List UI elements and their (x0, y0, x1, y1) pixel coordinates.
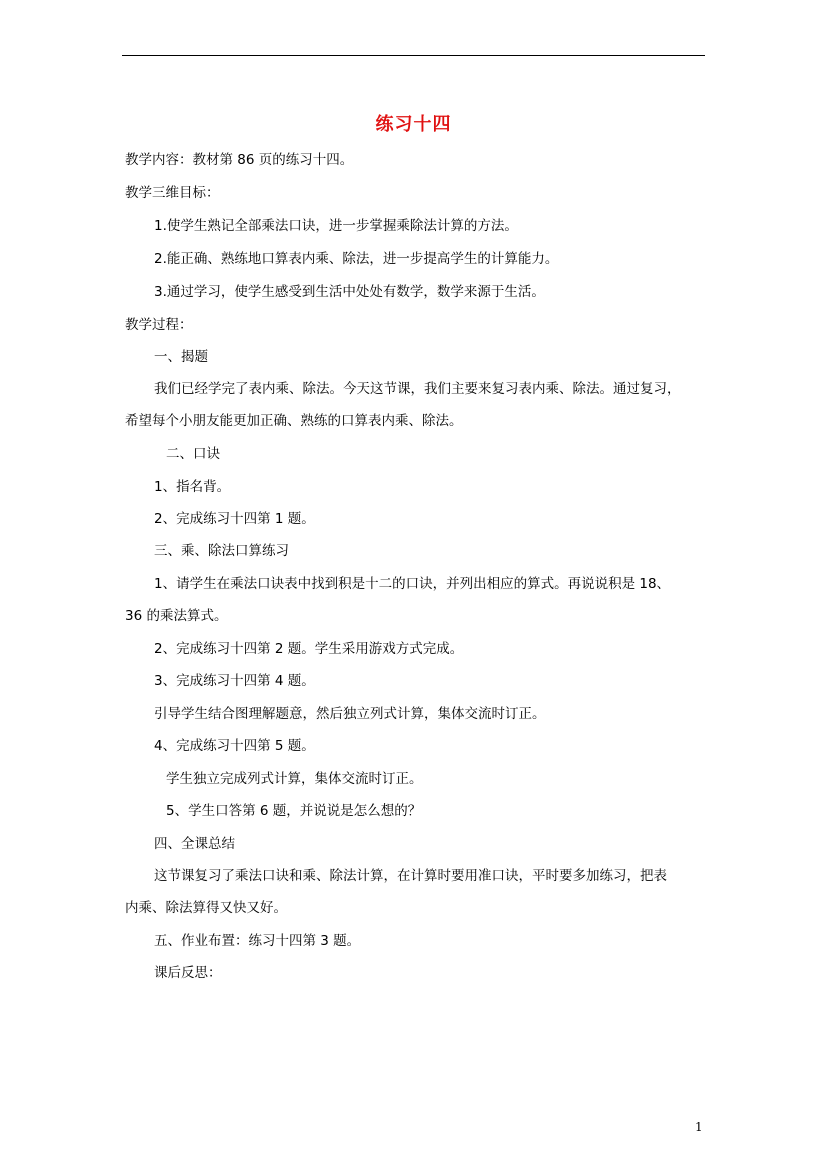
section-3-item-3: 3、完成练习十四第 4 题。 (154, 673, 315, 689)
section-4-paragraph-line-1: 这节课复习了乘法口诀和乘、除法计算，在计算时要用准口诀，平时要多加练习，把表 (154, 868, 667, 884)
section-3-item-2: 2、完成练习十四第 2 题。学生采用游戏方式完成。 (154, 641, 464, 657)
section-3-item-4-note: 学生独立完成列式计算，集体交流时订正。 (166, 771, 423, 787)
header-rule (122, 55, 705, 56)
section-3-item-4: 4、完成练习十四第 5 题。 (154, 738, 315, 754)
section-2-item-1: 1、指名背。 (154, 479, 231, 495)
reflection-label: 课后反思： (154, 965, 222, 981)
section-3-item-5: 5、学生口答第 6 题，并说说是怎么想的？ (166, 803, 422, 819)
objectives-heading: 教学三维目标： (125, 185, 220, 201)
section-4-heading: 四、全课总结 (154, 836, 235, 852)
objective-1: 1.使学生熟记全部乘法口诀，进一步掌握乘除法计算的方法。 (154, 218, 518, 234)
section-3-item-1-line-2: 36 的乘法算式。 (125, 608, 228, 624)
document-title: 练习十四 (375, 114, 452, 135)
section-5-homework: 五、作业布置：练习十四第 3 题。 (154, 933, 361, 949)
section-1-paragraph-line-1: 我们已经学完了表内乘、除法。今天这节课，我们主要来复习表内乘、除法。通过复习， (154, 381, 681, 397)
section-4-paragraph-line-2: 内乘、除法算得又快又好。 (125, 900, 287, 916)
objective-2: 2.能正确、熟练地口算表内乘、除法，进一步提高学生的计算能力。 (154, 251, 559, 267)
section-3-item-3-note: 引导学生结合图理解题意，然后独立列式计算，集体交流时订正。 (154, 706, 546, 722)
process-heading: 教学过程： (125, 317, 193, 333)
section-1-heading: 一、揭题 (154, 349, 208, 365)
section-1-paragraph-line-2: 希望每个小朋友能更加正确、熟练的口算表内乘、除法。 (125, 413, 463, 429)
teaching-content: 教学内容：教材第 86 页的练习十四。 (125, 152, 354, 168)
section-2-item-2: 2、完成练习十四第 1 题。 (154, 511, 315, 527)
section-3-item-1-line-1: 1、请学生在乘法口诀表中找到积是十二的口诀，并列出相应的算式。再说说积是 18、 (154, 576, 671, 592)
objective-3: 3.通过学习，使学生感受到生活中处处有数学，数学来源于生活。 (154, 284, 545, 300)
section-2-heading: 二、口诀 (166, 446, 220, 462)
page-number: 1 (695, 1120, 703, 1134)
section-3-heading: 三、乘、除法口算练习 (154, 543, 289, 559)
